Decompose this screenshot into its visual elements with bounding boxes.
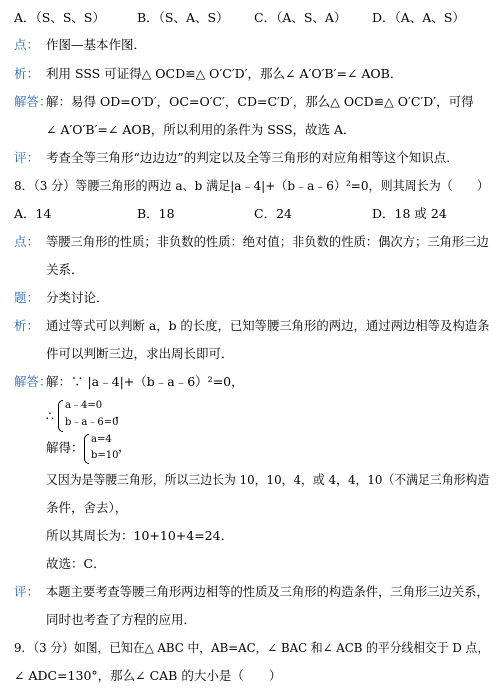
q8-point-line2: 关系．: [46, 262, 84, 277]
q8-comment-line1: 本题主要考查等腰三角形两边相等的性质及三角形的构造条件，三角形三边关系，: [46, 584, 489, 599]
q8-topic-label: 题：: [14, 290, 40, 305]
q8-answer-line5: 所以其周长为：10+10+4=24．: [46, 528, 234, 543]
q8-answer-line4: 条件，舍去），: [46, 500, 128, 515]
q8-analysis-label: 析：: [14, 318, 40, 333]
q8-comment-label: 评：: [14, 584, 40, 599]
q7-option-d: D．（A、A、S）: [372, 10, 465, 25]
q7-point-label: 点：: [14, 37, 40, 52]
q7-answer-line2: ∠ A′O′B′=∠ AOB，所以利用的条件为 SSS，故选 A．: [46, 122, 356, 137]
system2-eq2: b=10: [91, 450, 119, 461]
q8-stem: 8．（3 分）等腰三角形的两边 a、b 满足|a﹣4|+（b﹣a﹣6）²=0，则其周长为（ ）: [14, 178, 489, 193]
q8-topic-text: 分类讨论．: [46, 290, 109, 305]
system1-tail: ，: [115, 406, 128, 421]
q8-answer-line6: 故选：C．: [46, 556, 106, 571]
system1-eq2: b﹣a﹣6=0: [65, 417, 119, 428]
q8-option-d: D．18 或 24: [372, 206, 447, 221]
q7-answer-label: 解答：: [14, 94, 52, 109]
q7-comment-label: 评：: [14, 150, 40, 165]
system2-brace: [84, 434, 89, 464]
q7-option-c: C．（A、S、A）: [254, 10, 347, 25]
q9-stem-line1: 9．（3 分）如图，已知在△ ABC 中，AB=AC，∠ BAC 和∠ ACB 的平分线相交于 D 点，: [14, 640, 490, 655]
system2-tail: ，: [118, 439, 131, 454]
q8-analysis-line1: 通过等式可以判断 a，b 的长度，已知等腰三角形的两边，通过两边相等及构造条: [46, 318, 490, 333]
solve-label: 解得：: [46, 440, 84, 455]
q8-point-label: 点：: [14, 234, 40, 249]
q8-option-b: B．18: [137, 206, 175, 221]
q8-answer-label: 解答：: [14, 374, 52, 389]
q7-analysis-text: 利用 SSS 可证得△ OCD≌△ O′C′D′，那么∠ A′O′B′=∠ AOB．: [46, 66, 403, 81]
q8-option-c: C．24: [254, 206, 292, 221]
q8-point-line1: 等腰三角形的性质；非负数的性质：绝对值；非负数的性质：偶次方；三角形三边: [46, 234, 489, 249]
system2-eq1: a=4: [91, 434, 112, 445]
q8-analysis-line2: 件可以判断三边，求出周长即可．: [46, 346, 234, 361]
q7-answer-line1: 解：易得 OD=O′D′，OC=O′C′，CD=C′D′，那么△ OCD≌△ O′C′D′，可得: [46, 94, 474, 109]
q7-comment-text: 考查全等三角形“边边边”的判定以及全等三角形的对应角相等这个知识点．: [46, 150, 459, 165]
system1-eq1: a﹣4=0: [65, 400, 103, 411]
q7-analysis-label: 析：: [14, 66, 40, 81]
q8-answer-line3: 又因为是等腰三角形，所以三边长为 10，10，4，或 4，4，10（不满足三角形构造: [46, 472, 490, 487]
q7-option-b: B．（S、A、S）: [137, 10, 229, 25]
q8-answer-line1: 解：∵ |a﹣4|+（b﹣a﹣6）²=0，: [46, 374, 244, 389]
therefore-symbol: ∴: [46, 408, 54, 423]
q8-comment-line2: 同时也考查了方程的应用．: [46, 612, 197, 627]
q8-option-a: A．14: [14, 206, 52, 221]
system1-brace: [58, 400, 63, 432]
q9-stem-line2: ∠ ADC=130°，那么∠ CAB 的大小是（ ）: [14, 668, 282, 683]
q7-option-a: A．（S、S、S）: [14, 10, 105, 25]
q7-point-text: 作图—基本作图．: [46, 37, 147, 52]
